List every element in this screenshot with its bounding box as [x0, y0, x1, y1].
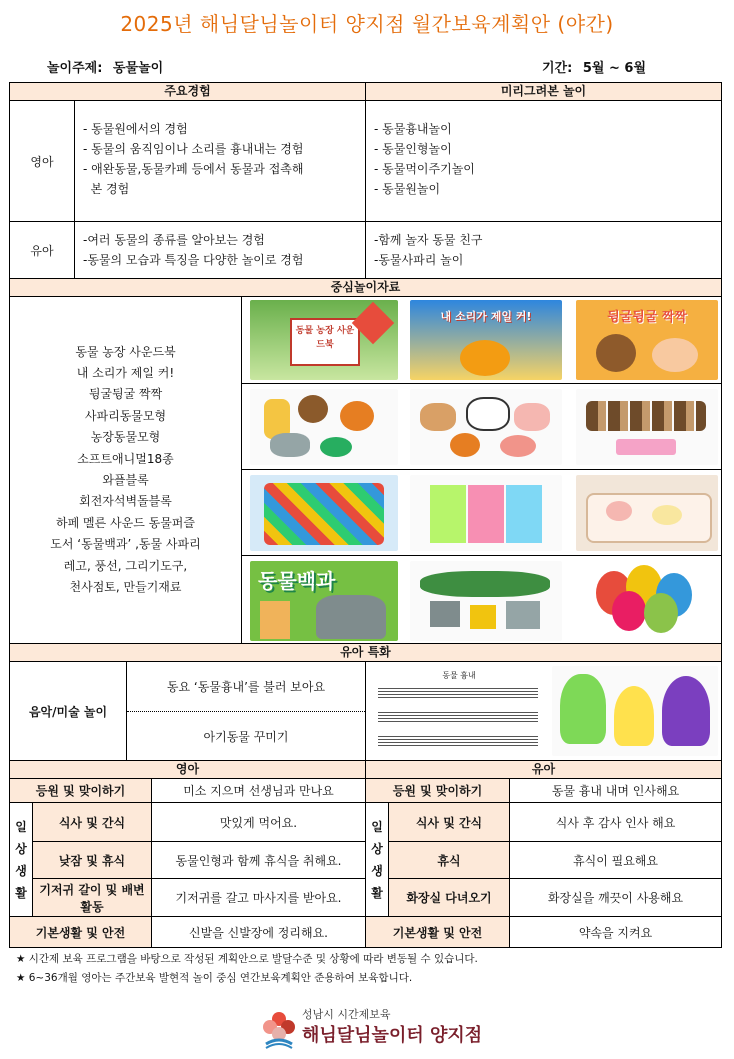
toddler-experiences — [74, 221, 366, 279]
waffle-blocks-image — [250, 475, 398, 551]
infant-arrival: 미소 지으며 선생님과 만나요 — [151, 778, 366, 803]
header-plays: 미리그려본 놀이 — [365, 82, 722, 101]
row-label-infant: 영아 — [9, 100, 75, 222]
row-label-toddler: 유아 — [9, 221, 75, 279]
book-title: 내 소리가 제일 커! — [440, 310, 532, 323]
list-item: - 동물원놀이 — [374, 182, 441, 196]
side-char: 생 — [15, 863, 27, 878]
header-routine-infant: 영아 — [9, 760, 366, 779]
animal-icon — [596, 334, 636, 372]
list-item: -함께 놀자 동물 친구 — [374, 233, 483, 247]
header-experiences: 주요경험 — [9, 82, 366, 101]
lion-icon — [460, 340, 510, 376]
animal-puzzle-image — [576, 475, 718, 551]
list-item: - 애완동물,동물카페 등에서 동물과 접촉해 — [83, 162, 304, 176]
list-item: -동물의 모습과 특징을 다양한 놀이로 경험 — [83, 253, 304, 267]
logo-title: 해님달님놀이터 양지점 — [302, 1025, 483, 1046]
flower-logo-icon — [262, 1010, 296, 1050]
material-item: 내 소리가 제일 커! — [76, 365, 175, 380]
music-score-image — [374, 668, 544, 754]
infant-meal-label: 식사 및 간식 — [32, 802, 152, 842]
list-item: - 동물흉내놀이 — [374, 122, 452, 136]
toddler-arrival-label: 등원 및 맞이하기 — [365, 778, 510, 803]
material-item: 사파리동물모형 — [84, 408, 167, 423]
header-materials: 중심놀이자료 — [9, 278, 722, 297]
material-item: 레고, 풍선, 그리기도구, — [63, 558, 188, 573]
material-item: 회전자석벽돌블록 — [79, 494, 172, 509]
materials-list — [9, 296, 242, 644]
toddler-rest-label: 휴식 — [388, 841, 510, 879]
special-item: 동요 ‘동물흉내’를 불러 보아요 — [127, 662, 365, 712]
infant-nap: 동물인형과 함께 휴식을 취해요. — [151, 841, 366, 879]
list-item: - 동물의 움직임이나 소리를 흉내내는 경험 — [83, 142, 304, 156]
list-item: -여러 동물의 종류를 알아보는 경험 — [83, 233, 265, 247]
book-title: 동물백과 — [258, 569, 336, 593]
routine-side-label-toddler — [365, 802, 389, 917]
special-label: 음악/미술 놀이 — [9, 661, 127, 761]
infant-meal: 맛있게 먹어요. — [151, 802, 366, 842]
period — [542, 57, 646, 76]
material-item: 농장동물모형 — [90, 430, 161, 445]
book-farm-soundbook-image — [250, 300, 398, 380]
side-char: 일 — [15, 819, 27, 834]
toddler-safety: 약속을 지켜요 — [509, 916, 722, 948]
list-item: - 동물인형놀이 — [374, 142, 452, 156]
infant-experiences — [74, 100, 366, 222]
toddler-toilet: 화장실을 깨끗이 사용해요 — [509, 878, 722, 917]
farm-figures-image — [410, 389, 562, 465]
theme — [47, 57, 163, 76]
list-item: - 동물원에서의 경험 — [83, 122, 188, 136]
infant-nap-label: 낮잠 및 휴식 — [32, 841, 152, 879]
magnet-bricks-image — [410, 475, 562, 551]
material-item: 천사점토, 만들기재료 — [69, 580, 182, 595]
infant-diaper: 기저귀를 갈고 마사지를 받아요. — [151, 878, 366, 917]
toddler-arrival: 동물 흉내 내며 인사해요 — [509, 778, 722, 803]
special-images — [365, 661, 722, 761]
infant-plays — [365, 100, 722, 222]
header-special: 유아 특화 — [9, 643, 722, 662]
toddler-meal-label: 식사 및 간식 — [388, 802, 510, 842]
toddler-toilet-label: 화장실 다녀오기 — [388, 878, 510, 917]
balloons-image — [576, 561, 718, 641]
list-item: -동물사파리 놀이 — [374, 253, 464, 267]
theme-value: 동물놀이 — [112, 61, 164, 76]
side-char: 일 — [371, 819, 383, 834]
org-logo — [262, 1006, 492, 1052]
side-char: 활 — [371, 885, 383, 900]
header-routine-toddler: 유아 — [365, 760, 722, 779]
material-item: 소프트애니멀18종 — [77, 451, 174, 466]
material-item: 도서 ‘동물백과’ ,동물 사파리 — [50, 537, 201, 552]
logo-subtitle: 성남시 시간제보육 — [302, 1008, 391, 1021]
side-char: 활 — [15, 885, 27, 900]
special-items — [126, 661, 366, 761]
toddler-safety-label: 기본생활 및 안전 — [365, 916, 510, 948]
period-value: 5월 ~ 6월 — [582, 61, 647, 76]
book-rolling-clap-image — [576, 300, 718, 380]
book-loudest-voice-image — [410, 300, 562, 380]
score-title: 동물 흉내 — [442, 671, 476, 680]
book-title: 뒹굴뒹굴 짝짝 — [607, 310, 687, 325]
material-item: 뒹굴뒹굴 짝짝 — [88, 387, 163, 402]
infant-arrival-label: 등원 및 맞이하기 — [9, 778, 152, 803]
book-animal-encyclopedia-image — [250, 561, 398, 641]
side-char: 상 — [15, 841, 27, 856]
routine-side-label-infant — [9, 802, 33, 917]
lego-safari-image — [410, 561, 562, 641]
toddler-rest: 휴식이 필요해요 — [509, 841, 722, 879]
period-label: 기간: — [542, 61, 573, 76]
material-item: 동물 농장 사운드북 — [75, 344, 176, 359]
material-item: 와플블록 — [102, 473, 149, 487]
side-char: 생 — [371, 863, 383, 878]
book-title: 동물 농장 사운드북 — [290, 318, 360, 366]
side-char: 상 — [371, 841, 383, 856]
materials-photos — [241, 296, 722, 644]
toddler-meal: 식사 후 감사 인사 해요 — [509, 802, 722, 842]
list-item: - 동물먹이주기놀이 — [374, 162, 475, 176]
safari-figures-image — [250, 389, 398, 465]
soft-animals-image — [576, 389, 718, 465]
special-item: 아기동물 꾸미기 — [203, 729, 289, 744]
toddler-plays — [365, 221, 722, 279]
page-title: 2025년 해님달님놀이터 양지점 월간보육계획안 (야간) — [120, 12, 614, 36]
theme-label: 놀이주제: — [47, 61, 103, 76]
infant-safety-label: 기본생활 및 안전 — [9, 916, 152, 948]
baby-animals-craft-image — [552, 666, 718, 756]
infant-diaper-label: 기저귀 갈이 및 배변 활동 — [32, 878, 152, 917]
baby-icon — [652, 338, 698, 372]
infant-safety: 신발을 신발장에 정리해요. — [151, 916, 366, 948]
list-item: 본 경험 — [83, 182, 130, 196]
footnote: ★ 시간제 보육 프로그램을 바탕으로 작성된 계획안으로 발달수준 및 상황에 따라 변동될 수 있습니다. — [16, 953, 478, 965]
material-item: 하페 멜른 사운드 동물퍼즐 — [56, 515, 195, 530]
footnote: ★ 6~36개월 영아는 주간보육 발현적 놀이 중심 연간보육계획안 준용하여 보육합니다. — [16, 972, 413, 984]
